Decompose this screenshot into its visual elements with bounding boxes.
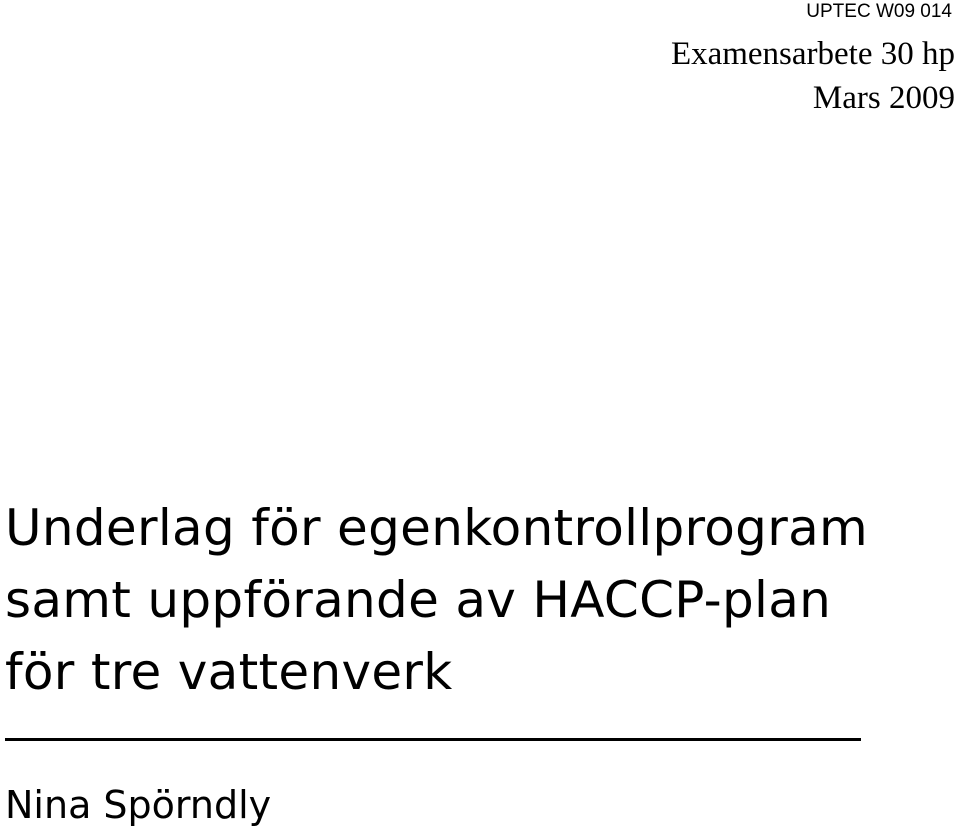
title-line-2: samt uppförande av HACCP-plan	[5, 571, 832, 629]
author-name: Nina Spörndly	[5, 783, 272, 827]
title-line-3: för tre vattenverk	[5, 643, 453, 701]
title-line-1: Underlag för egenkontrollprogram	[5, 499, 869, 557]
thesis-type: Examensarbete 30 hp	[670, 36, 955, 72]
thesis-date: Mars 2009	[812, 80, 955, 116]
document-title	[5, 492, 868, 708]
report-code: UPTEC W09 014	[806, 1, 952, 22]
title-divider	[5, 738, 861, 741]
